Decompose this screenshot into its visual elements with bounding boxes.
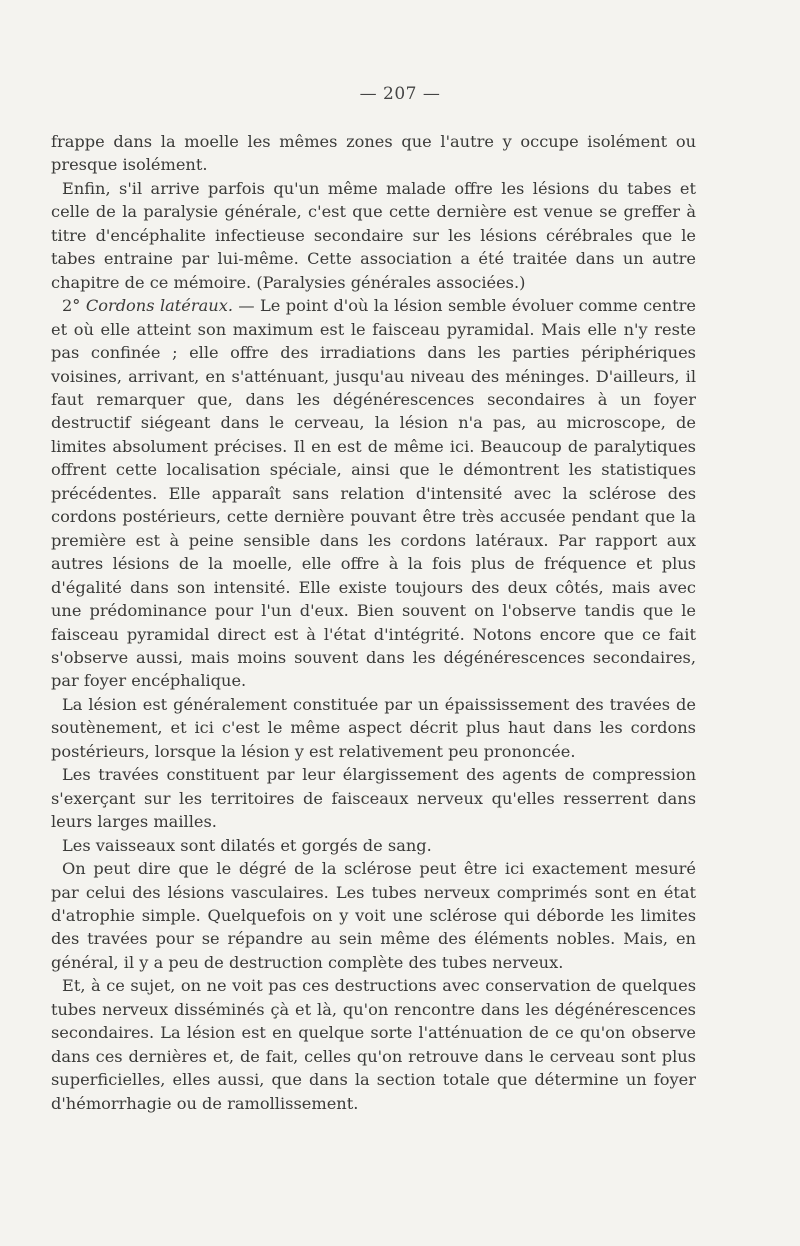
paragraph-6: Les vaisseaux sont dilatés et gorgés de sang. bbox=[62, 835, 432, 855]
section-number: 2° bbox=[62, 296, 86, 316]
paragraph-3 bbox=[51, 294, 696, 693]
paragraph-5: Les travées constituent par leur élargissement des agents de compression s'exerçant sur les territoires de faisceaux nerveux qu'elles resserrent dans leurs larges mailles. bbox=[51, 765, 696, 832]
paragraph-8: Et, à ce sujet, on ne voit pas ces destructions avec conservation de quelques tubes nerveux disséminés çà et là, qu'on rencontre dans les dégénérescences secondaires. La lésion est en quelque sorte l'atténuation de ce qu'on observe dans ces dernières et, de fait, celles qu'on retrouve dans le cerveau sont plus superficielles, elles aussi, que dans la section totale que détermine un foyer d'hémorrhagie ou de ramollissement. bbox=[51, 976, 696, 1113]
page-number: — 207 — bbox=[359, 84, 441, 104]
section-text: — Le point d'où la lésion semble évoluer comme centre et où elle atteint son maximum est le faisceau pyramidal. Mais elle n'y reste pas confinée ; elle offre des irradiations dans les parties périphériques voisines, arrivant, en s'atténuant, jusqu'au niveau des méninges. D'ailleurs, il faut remarquer que, dans les dégénérescences secondaires à un foyer destructif siégeant dans le cerveau, la lésion n'a pas, au microscope, de limites absolument précises. Il en est de même ici. Beaucoup de paralytiques offrent cette localisation spéciale, ainsi que le démontrent les statistiques précédentes. Elle apparaît sans relation d'intensité avec la sclérose des cordons postérieurs, cette dernière pouvant être très accusée pendant que la première est à peine sensible dans les cordons latéraux. Par rapport aux autres lésions de la moelle, elle offre à la fois plus de fréquence et plus d'égalité dans son intensité. Elle existe toujours des deux côtés, mais avec une prédominance pour l'un d'eux. Bien souvent on l'observe tandis que le faisceau pyramidal direct est à l'état d'intégrité. Notons encore que ce fait s'observe aussi, mais moins souvent dans les dégénérescences secondaires, par foyer encéphalique. bbox=[51, 296, 696, 691]
paragraph-2: Enfin, s'il arrive parfois qu'un même malade offre les lésions du tabes et celle de la paralysie générale, c'est que cette dernière est venue se greffer à titre d'encéphalite infectieuse secondaire sur les lésions cérébrales que le tabes entraine par lui-même. Cette association a été traitée dans un autre chapitre de ce mémoire. (Paralysies générales associées.) bbox=[51, 178, 696, 292]
paragraph-1: frappe dans la moelle les mêmes zones que l'autre y occupe isolément ou presque isolément. bbox=[51, 132, 696, 175]
paragraph-7: On peut dire que le dégré de la sclérose peut être ici exactement mesuré par celui des lésions vasculaires. Les tubes nerveux comprimés sont en état d'atrophie simple. Quelquefois on y voit une sclérose qui déborde les limites des travées pour se répandre au sein même des éléments nobles. Mais, en général, il y a peu de destruction complète des tubes nerveux. bbox=[51, 859, 696, 972]
section-title: Cordons latéraux. bbox=[85, 296, 233, 316]
body-text bbox=[51, 130, 696, 1115]
paragraph-4: La lésion est généralement constituée par un épaississement des travées de soutènement, et ici c'est le même aspect décrit plus haut dans les cordons postérieurs, lorsque la lésion y est relativement peu prononcée. bbox=[51, 694, 696, 761]
